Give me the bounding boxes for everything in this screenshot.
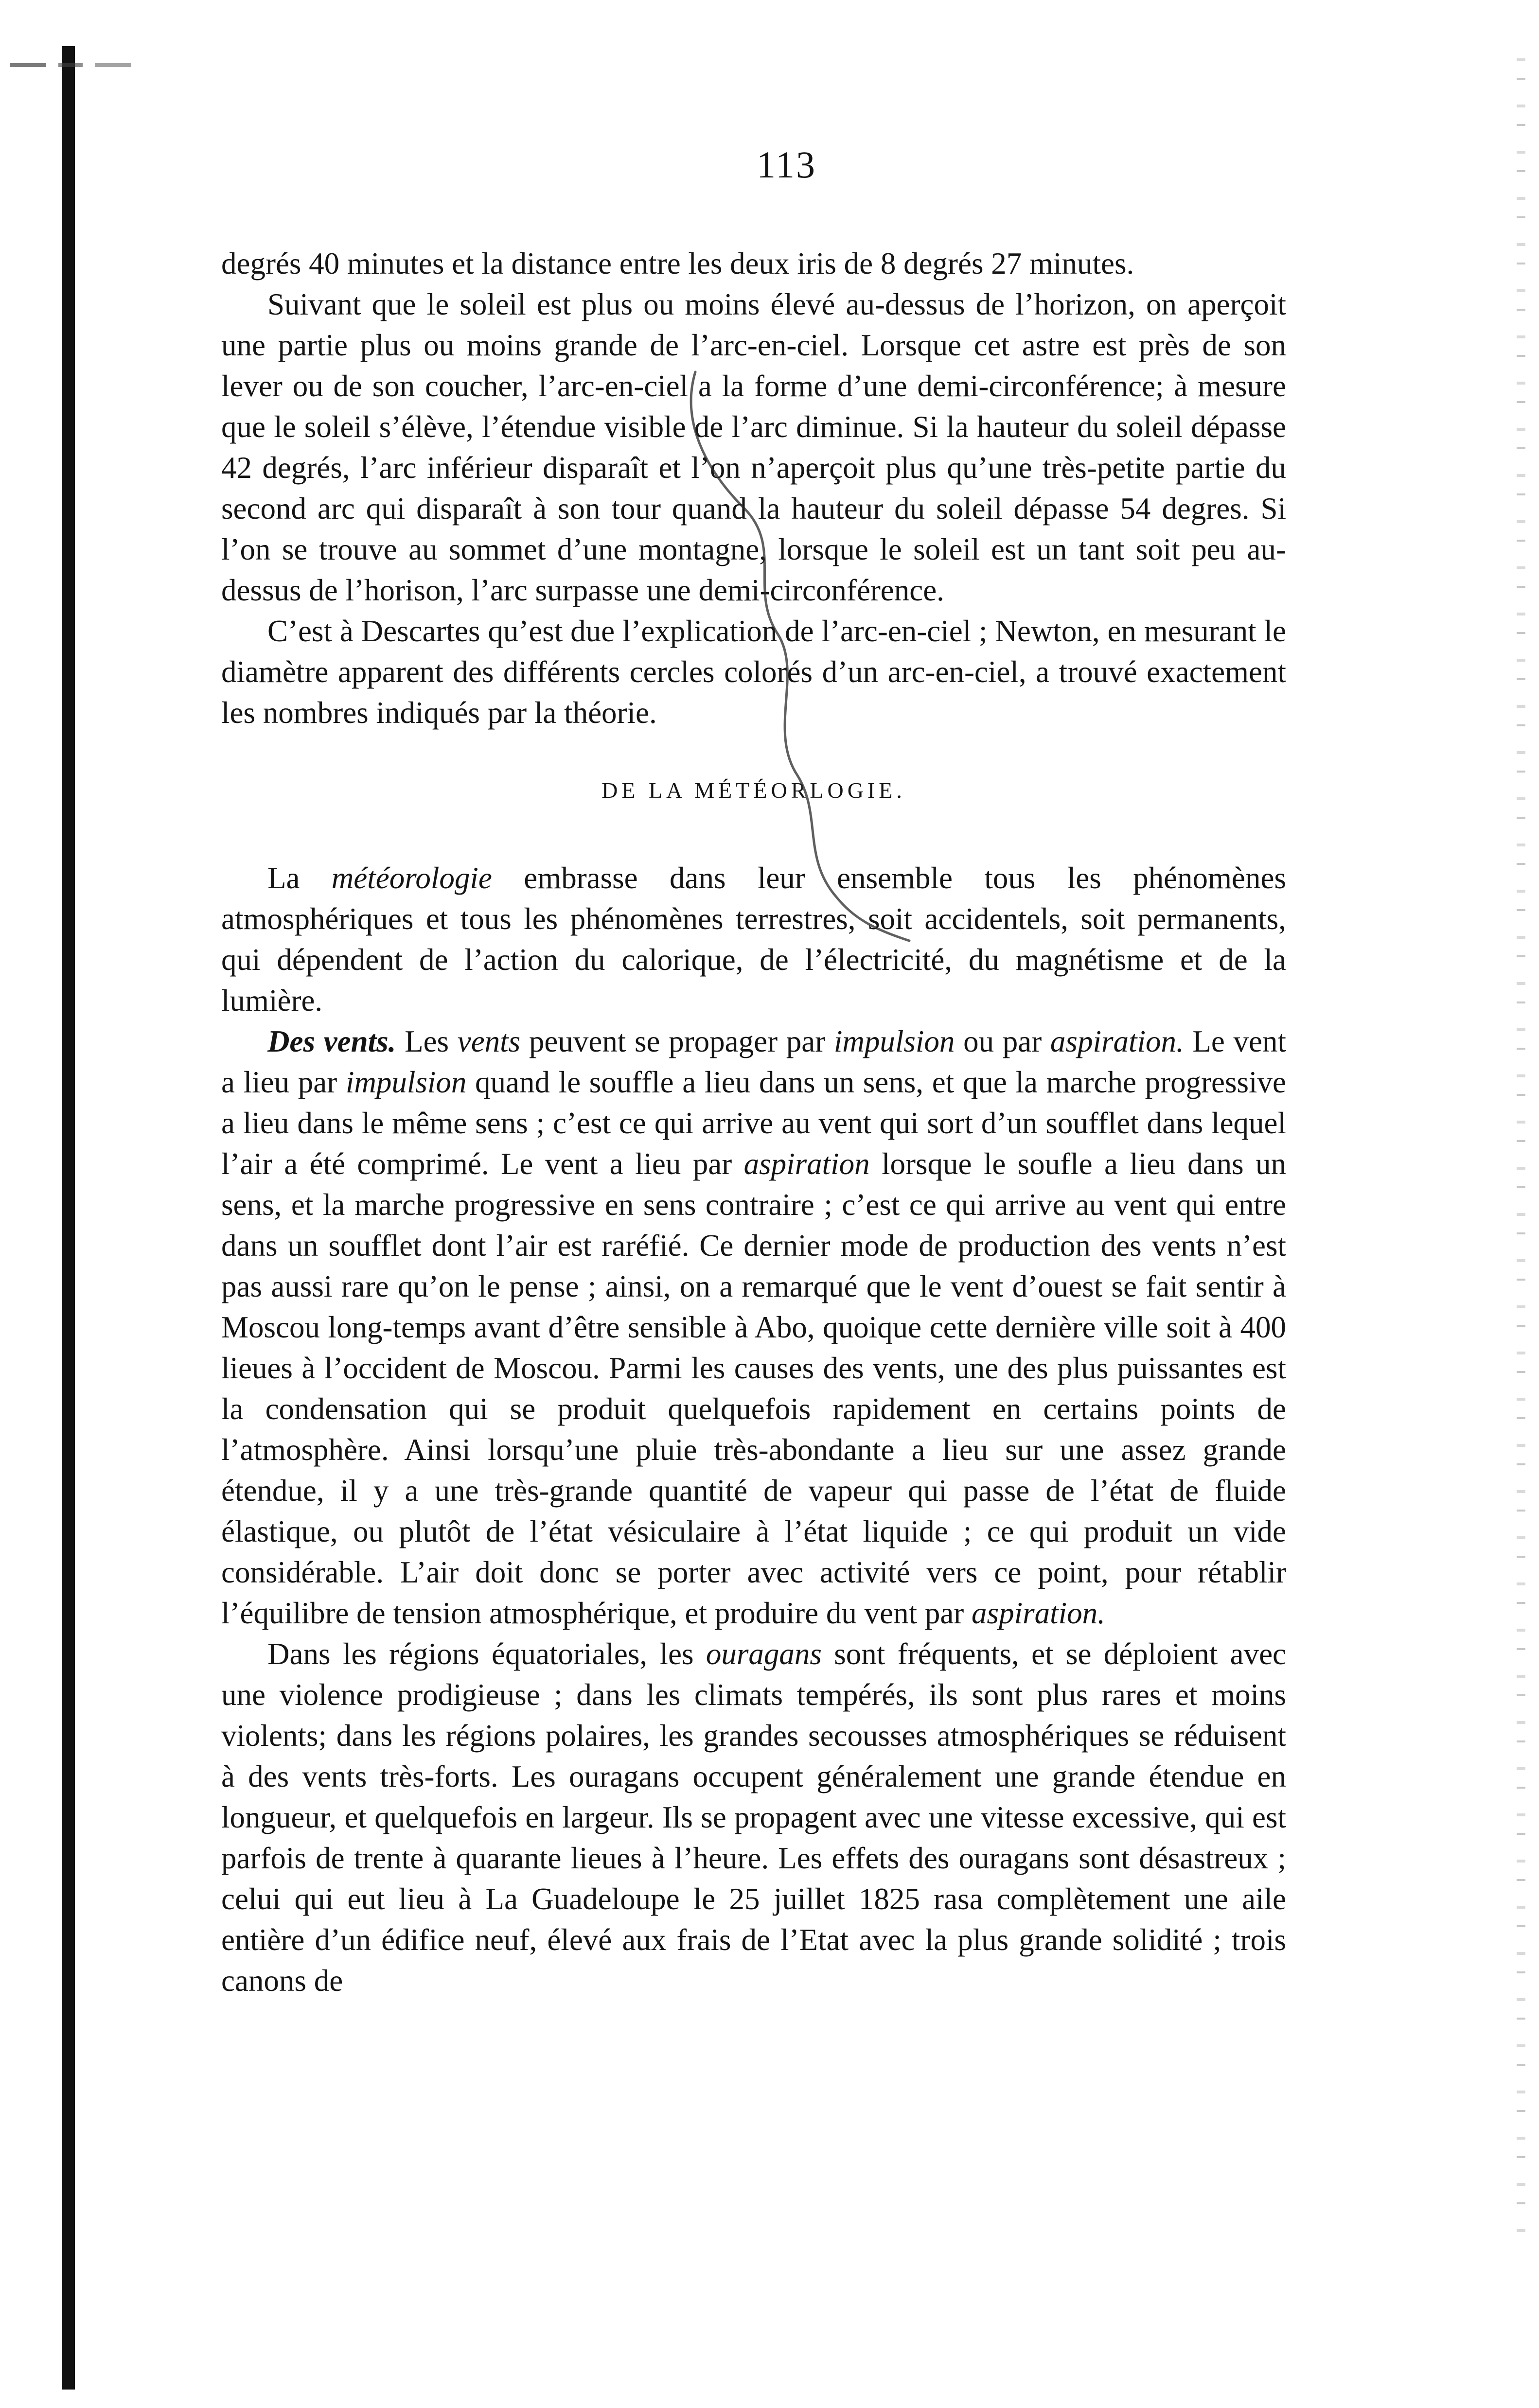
paragraph-rainbow-visibility: Suivant que le soleil est plus ou moins élevé au-dessus de l’horizon, on aperçoit une partie plus ou moins grande de l’arc-en-ciel. Lorsque cet astre est près de son lever ou de son coucher, l’arc-en-ciel a la forme d’une demi-circonférence; à mesure que le soleil s’élève, l’étendue visible de l’arc diminue. Si la hauteur du soleil dépasse 42 degrés, l’arc inférieur disparaît et l’on n’aperçoit plus qu’une très-petite partie du second arc qui disparaît à son tour quand la hauteur du soleil dépasse 54 degres. Si l’on se trouve au sommet d’une montagne, lorsque le soleil est un tant soit peu au-dessus de l’horison, l’arc surpasse une demi-circonférence. (221, 287, 1286, 607)
text-run: Les (396, 1024, 458, 1058)
text-run: ou par (955, 1024, 1050, 1058)
italic-term: aspiration. (1050, 1024, 1184, 1058)
binding-edge (62, 46, 75, 2390)
section-heading: DE LA MÉTÉORLOGIE. (601, 778, 906, 803)
paragraph-winds (221, 1021, 1286, 1634)
italic-term: ouragans (706, 1637, 822, 1671)
page-edge-texture (1517, 58, 1525, 2246)
paragraph-hurricanes (221, 1634, 1286, 2001)
subsection-lead: Des vents. (267, 1024, 396, 1058)
margin-mark (10, 63, 131, 67)
text-run: Le vent a lieu par (221, 1024, 1287, 1099)
italic-term: aspiration. (972, 1596, 1105, 1630)
italic-term: impulsion (345, 1065, 467, 1099)
paragraph-descartes: C’est à Descartes qu’est due l’explication de l’arc-en-ciel ; Newton, en mesurant le diamètre apparent des différents cercles colorés d’un arc-en-ciel, a trouvé exactement les nombres indiqués par la théorie. (221, 614, 1286, 730)
text-run: La (267, 861, 332, 895)
page-number: 113 (756, 143, 817, 186)
text-run: quand le souffle a lieu dans un sens, et que la marche progressive a lieu dans le même sens ; c’est ce qui arrive au vent qui sort d’un soufflet dans lequel l’air a été comprimé. Le vent a lieu par (221, 1065, 1287, 1181)
italic-term: impulsion (833, 1024, 955, 1058)
text-run: sont fréquents, et se déploient avec une violence prodigieuse ; dans les climats tempérés, ils sont plus rares et moins violents; dans les régions polaires, les grandes secousses atmosphériques se réduisent à des vents très-forts. Les ouragans occupent généralement une grande étendue en longueur, et quelquefois en largeur. Ils se propagent avec une vitesse excessive, qui est parfois de trente à quarante lieues à l’heure. Les effets des ouragans sont désastreux ; celui qui eut lieu à La Guadeloupe le 25 juillet 1825 rasa complètement une aile entière d’un édifice neuf, élevé aux frais de l’Etat avec la plus grande solidité ; trois canons de (221, 1637, 1286, 1998)
italic-term: vents (457, 1024, 521, 1058)
paragraph-meteorology (221, 858, 1286, 1021)
italic-term: météorologie (331, 861, 492, 895)
text-run: lorsque le soufle a lieu dans un sens, et la marche progressive en sens contraire ; c’est ce qui arrive au vent qui entre dans un soufflet dont l’air est raréfié. Ce dernier mode de production des vents n’est pas aussi rare qu’on le pense ; ainsi, on a remarqué que le vent d’ouest se fait sentir à Moscou long-temps avant d’être sensible à Abo, quoique cette dernière ville soit à 400 lieues à l’occident de Moscou. Parmi les causes des vents, une des plus puissantes est la condensation qui se produit quelquefois rapidement en certains points de l’atmosphère. Ainsi lorsqu’une pluie très-abondante a lieu sur une assez grande étendue, il y a une très-grande quantité de vapeur qui passe de l’état de fluide élastique, ou plutôt de l’état vésiculaire à l’état liquide ; ce qui produit un vide considérable. L’air doit donc se porter avec activité vers ce point, pour rétablir l’équilibre de tension atmosphérique, et produire du vent par (221, 1147, 1286, 1630)
text-run: embrasse dans leur ensemble tous les phénomènes atmosphériques et tous les phénomènes terrestres, soit accidentels, soit permanents, qui dépendent de l’action du calorique, de l’électricité, du magnétisme et de la lumière. (221, 861, 1286, 1018)
text-run: Dans les régions équatoriales, les (267, 1637, 706, 1671)
paragraph-continuation: degrés 40 minutes et la distance entre les deux iris de 8 degrés 27 minutes. (221, 246, 1134, 281)
page-body (221, 243, 1286, 2001)
text-run: peuvent se propager par (520, 1024, 834, 1058)
italic-term: aspiration (743, 1147, 870, 1181)
